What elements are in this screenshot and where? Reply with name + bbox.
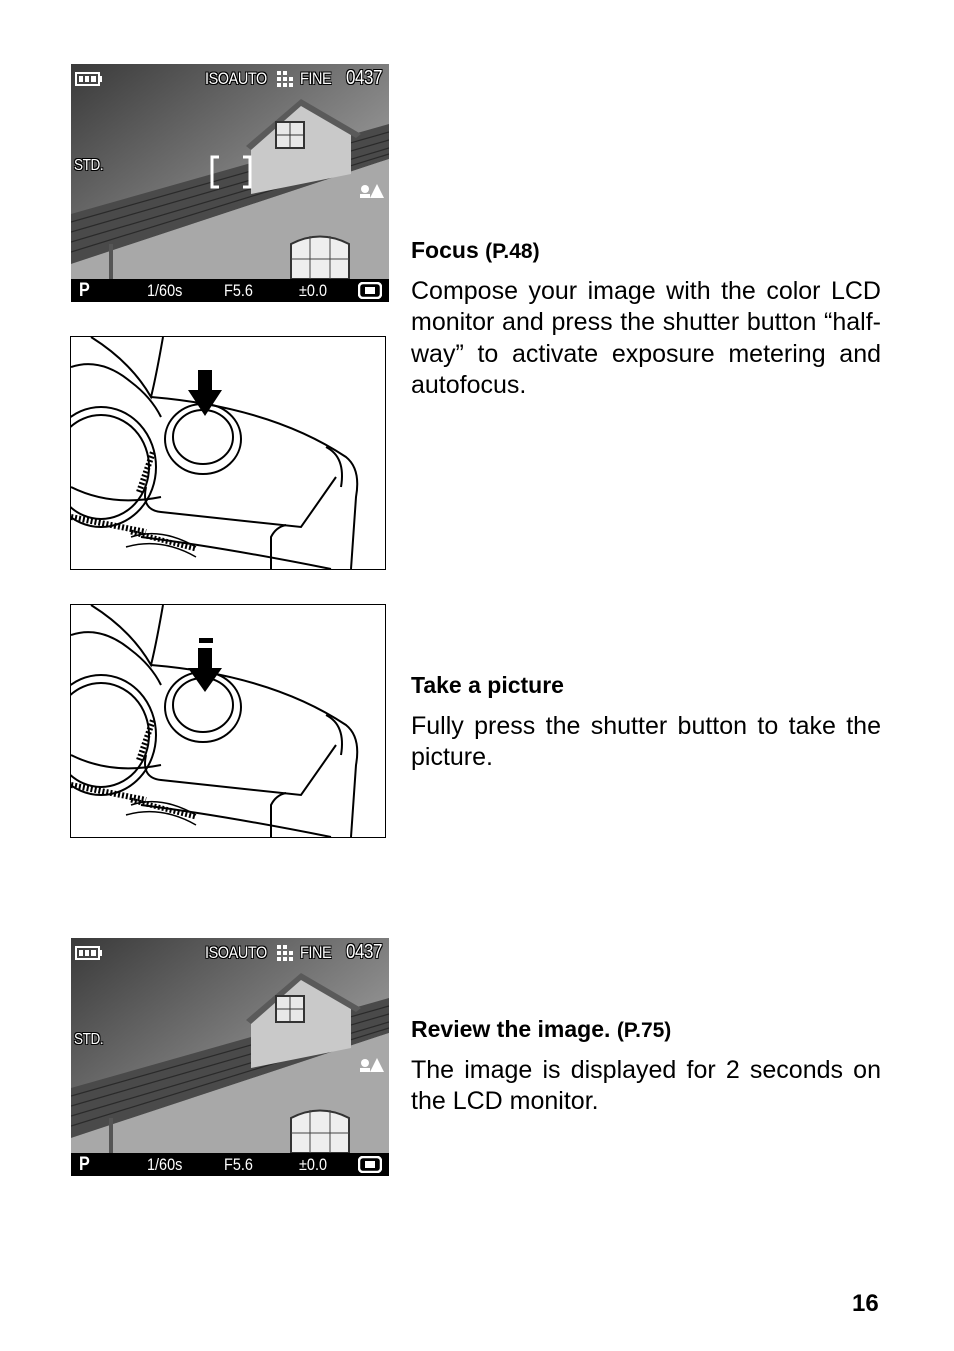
page-reference: (P.48) xyxy=(485,240,540,263)
frames-remaining: 0437 xyxy=(346,941,383,963)
step-heading-review xyxy=(411,1016,671,1043)
step-text-review: The image is displayed for 2 seconds on the LCD monitor. xyxy=(411,1056,881,1116)
metering-icon xyxy=(358,1156,382,1173)
step-heading-focus xyxy=(411,237,540,264)
mode-readout: P xyxy=(79,1154,90,1175)
camera-half-press-illustration xyxy=(70,336,386,570)
house-scene-illustration-2 xyxy=(71,938,389,1176)
focus-frame-icon xyxy=(209,155,253,189)
shutter-readout: 1/60s xyxy=(147,281,183,300)
quality-icon xyxy=(277,71,293,87)
landscape-icon xyxy=(358,180,384,200)
step-text-take-picture: Fully press the shutter button to take the picture. xyxy=(411,712,881,772)
step-title: Take a picture xyxy=(411,672,564,698)
frames-remaining: 0437 xyxy=(346,67,383,89)
quality-readout: FINE xyxy=(300,69,332,88)
press-arrow-icon xyxy=(188,370,222,416)
page-reference: (P.75) xyxy=(616,1019,672,1042)
metering-icon xyxy=(358,282,382,299)
iso-readout: ISOAUTO xyxy=(205,69,267,88)
landscape-icon xyxy=(358,1054,384,1074)
full-press-arrow-icon xyxy=(188,638,224,694)
lcd-screen-review xyxy=(71,938,389,1176)
lcd-status-bar xyxy=(71,1153,389,1176)
step-text-focus: Compose your image with the color LCD monitor and press the shutter button “half-way” to activate exposure metering and autofocus. xyxy=(411,277,881,400)
battery-icon xyxy=(75,72,103,86)
camera-top-drawing xyxy=(71,337,385,569)
shutter-readout: 1/60s xyxy=(147,1155,183,1174)
step-title: Focus xyxy=(411,237,479,263)
aperture-readout: F5.6 xyxy=(224,1155,253,1174)
mode-readout: P xyxy=(79,280,90,301)
color-mode-readout: STD. xyxy=(74,157,104,174)
quality-icon xyxy=(277,945,293,961)
camera-full-press-illustration xyxy=(70,604,386,838)
step-heading-take-picture xyxy=(411,672,564,699)
exposure-comp-readout: ±0.0 xyxy=(299,281,328,300)
battery-icon xyxy=(75,946,103,960)
page-number: 16 xyxy=(852,1290,879,1317)
quality-readout: FINE xyxy=(300,943,332,962)
lcd-screen-focus xyxy=(71,64,389,302)
iso-readout: ISOAUTO xyxy=(205,943,267,962)
lcd-status-bar xyxy=(71,279,389,302)
camera-top-drawing-2 xyxy=(71,605,385,837)
step-title: Review the image. xyxy=(411,1016,611,1042)
aperture-readout: F5.6 xyxy=(224,281,253,300)
color-mode-readout: STD. xyxy=(74,1031,104,1048)
exposure-comp-readout: ±0.0 xyxy=(299,1155,328,1174)
